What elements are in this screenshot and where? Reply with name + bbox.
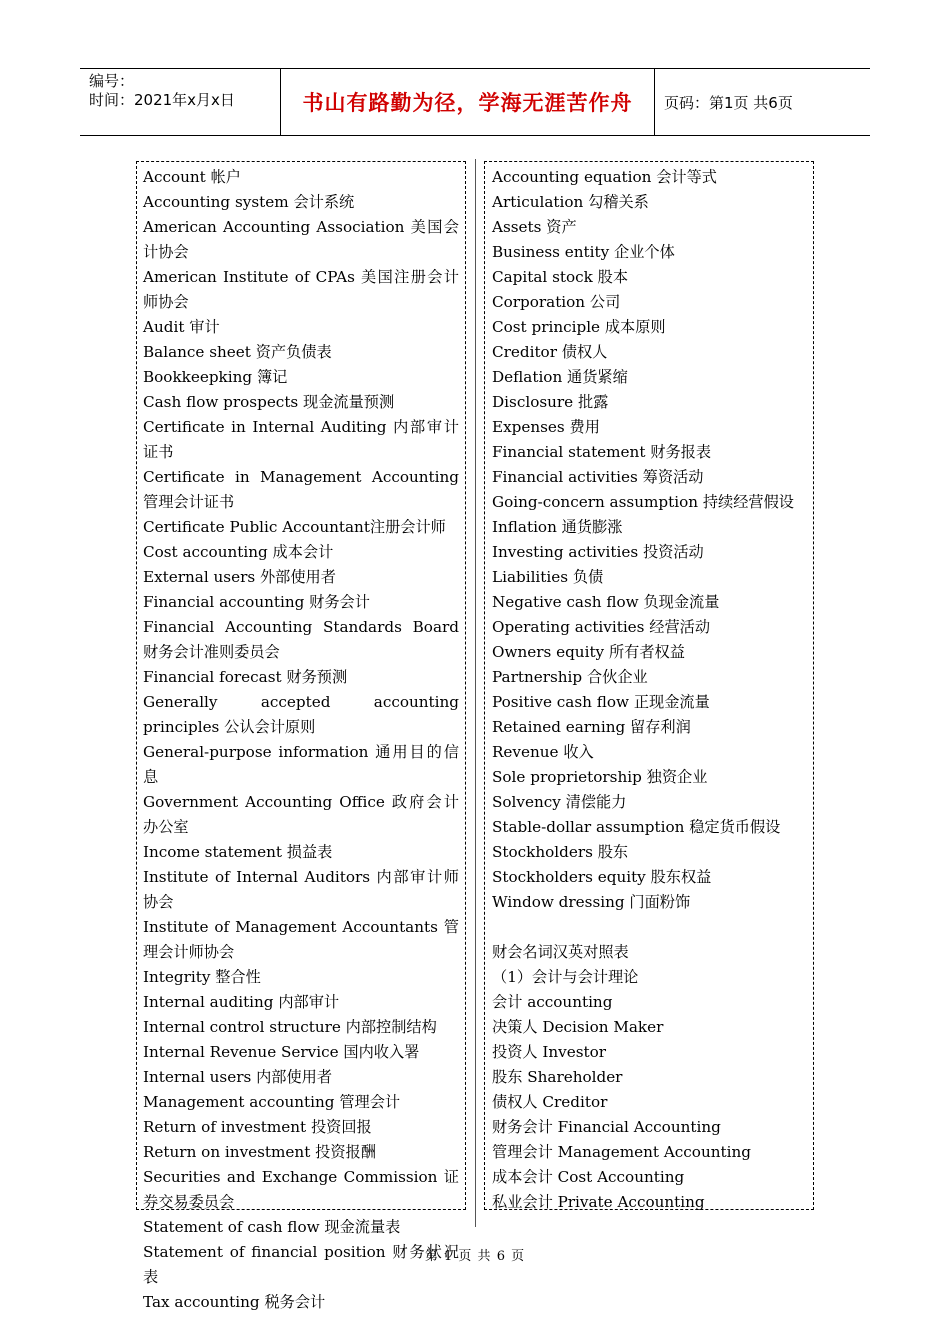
list-item: Institute of Management Accountants 管理会计师协会: [143, 918, 459, 961]
list-item: Cash flow prospects 现金流量预测: [143, 393, 395, 411]
list-item: Expenses 费用: [492, 418, 600, 436]
list-item: Partnership 合伙企业: [492, 668, 648, 686]
list-item: Internal Revenue Service 国内收入署: [143, 1043, 420, 1061]
list-item: Institute of Internal Auditors 内部审计师协会: [143, 868, 459, 911]
list-item: 决策人 Decision Maker: [492, 1018, 664, 1036]
list-item: Negative cash flow 负现金流量: [492, 593, 720, 611]
list-item: 债权人 Creditor: [492, 1093, 608, 1111]
list-item: Generally accepted accounting principles 公认会计原则: [143, 693, 459, 736]
header-meta: [80, 69, 281, 135]
list-item: Operating activities 经营活动: [492, 618, 711, 636]
list-item: Creditor 债权人: [492, 343, 608, 361]
list-item: Certificate Public Accountant注册会计师: [143, 518, 446, 536]
list-item: Assets 资产: [492, 218, 577, 236]
list-item: Internal control structure 内部控制结构: [143, 1018, 437, 1036]
list-item: Stockholders equity 股东权益: [492, 868, 712, 886]
list-item: Statement of financial position 财务状况表: [143, 1243, 459, 1286]
section-subtitle: （1）会计与会计理论: [492, 968, 639, 986]
page-header: [80, 68, 870, 136]
blank-line: [492, 915, 807, 940]
list-item: Solvency 清偿能力: [492, 793, 627, 811]
list-item: Liabilities 负债: [492, 568, 604, 586]
list-item: American Accounting Association 美国会计协会: [143, 218, 459, 261]
list-item: Positive cash flow 正现金流量: [492, 693, 710, 711]
list-item: Return of investment 投资回报: [143, 1118, 372, 1136]
list-item: Income statement 损益表: [143, 843, 333, 861]
list-item: Return on investment 投资报酬: [143, 1143, 376, 1161]
list-item: Retained earning 留存利润: [492, 718, 691, 736]
list-item: Capital stock 股本: [492, 268, 629, 286]
list-item: American Institute of CPAs 美国注册会计师协会: [143, 268, 459, 311]
list-item: Inflation 通货膨涨: [492, 518, 623, 536]
list-item: Tax accounting 税务会计: [143, 1293, 326, 1311]
list-item: Balance sheet 资产负债表: [143, 343, 332, 361]
list-item: Owners equity 所有者权益: [492, 643, 685, 661]
page-footer: 第 1 页 共 6 页: [424, 1249, 526, 1264]
list-item: Accounting equation 会计等式: [492, 168, 717, 186]
list-item: Financial Accounting Standards Board 财务会计准则委员会: [143, 618, 459, 661]
left-term-list: [136, 161, 466, 1311]
list-item: Cost accounting 成本会计: [143, 543, 334, 561]
list-item: Financial activities 筹资活动: [492, 468, 704, 486]
right-items: [492, 165, 807, 915]
list-item: Government Accounting Office 政府会计办公室: [143, 793, 459, 836]
list-item: Internal users 内部使用者: [143, 1068, 333, 1086]
list-item: 投资人 Investor: [492, 1043, 607, 1061]
list-item: Integrity 整合性: [143, 968, 261, 986]
column-divider: [475, 159, 476, 1227]
list-item: Accounting system 会计系统: [143, 193, 355, 211]
list-item: Deflation 通货紧缩: [492, 368, 628, 386]
list-item: Window dressing 门面粉饰: [492, 893, 691, 911]
list-item: Management accounting 管理会计: [143, 1093, 401, 1111]
list-item: Stockholders 股东: [492, 843, 629, 861]
list-item: Certificate in Internal Auditing 内部审计证书: [143, 418, 459, 461]
list-item: Sole proprietorship 独资企业: [492, 768, 708, 786]
list-item: Investing activities 投资活动: [492, 543, 704, 561]
list-item: Financial accounting 财务会计: [143, 593, 370, 611]
list-item: Financial forecast 财务预测: [143, 668, 348, 686]
list-item: 股东 Shareholder: [492, 1068, 623, 1086]
section-title: 财会名词汉英对照表: [492, 943, 629, 961]
list-item: Corporation 公司: [492, 293, 621, 311]
list-item: 管理会计 Management Accounting: [492, 1143, 751, 1161]
list-item: General-purpose information 通用目的信息: [143, 743, 459, 786]
header-page-label: 页码：第1页 共6页: [664, 93, 793, 112]
section-items: [492, 990, 807, 1215]
list-item: Internal auditing 内部审计: [143, 993, 340, 1011]
date-label: 时间：2021年x月x日: [89, 91, 235, 109]
list-item: Financial statement 财务报表: [492, 443, 712, 461]
list-item: 会计 accounting: [492, 993, 613, 1011]
number-label: 编号：: [89, 72, 135, 90]
header-motto: 书山有路勤为径，学海无涯苦作舟: [281, 69, 655, 135]
list-item: Stable-dollar assumption 稳定货币假设: [492, 818, 781, 836]
list-item: Disclosure 批露: [492, 393, 609, 411]
list-item: Certificate in Management Accounting 管理会计证书: [143, 468, 459, 511]
list-item: Going-concern assumption 持续经营假设: [492, 493, 794, 511]
list-item: 财务会计 Financial Accounting: [492, 1118, 721, 1136]
list-item: Securities and Exchange Commission 证券交易委员会: [143, 1168, 459, 1211]
list-item: Statement of cash flow 现金流量表: [143, 1218, 401, 1236]
list-item: External users 外部使用者: [143, 568, 336, 586]
list-item: 私业会计 Private Accounting: [492, 1193, 705, 1211]
list-item: Bookkeepking 簿记: [143, 368, 288, 386]
list-item: Account 帐户: [143, 168, 241, 186]
list-item: Revenue 收入: [492, 743, 594, 761]
list-item: Articulation 勾稽关系: [492, 193, 649, 211]
list-item: Business entity 企业个体: [492, 243, 675, 261]
list-item: Cost principle 成本原则: [492, 318, 666, 336]
list-item: 成本会计 Cost Accounting: [492, 1168, 685, 1186]
list-item: Audit 审计: [143, 318, 220, 336]
right-term-list: [484, 161, 814, 1210]
